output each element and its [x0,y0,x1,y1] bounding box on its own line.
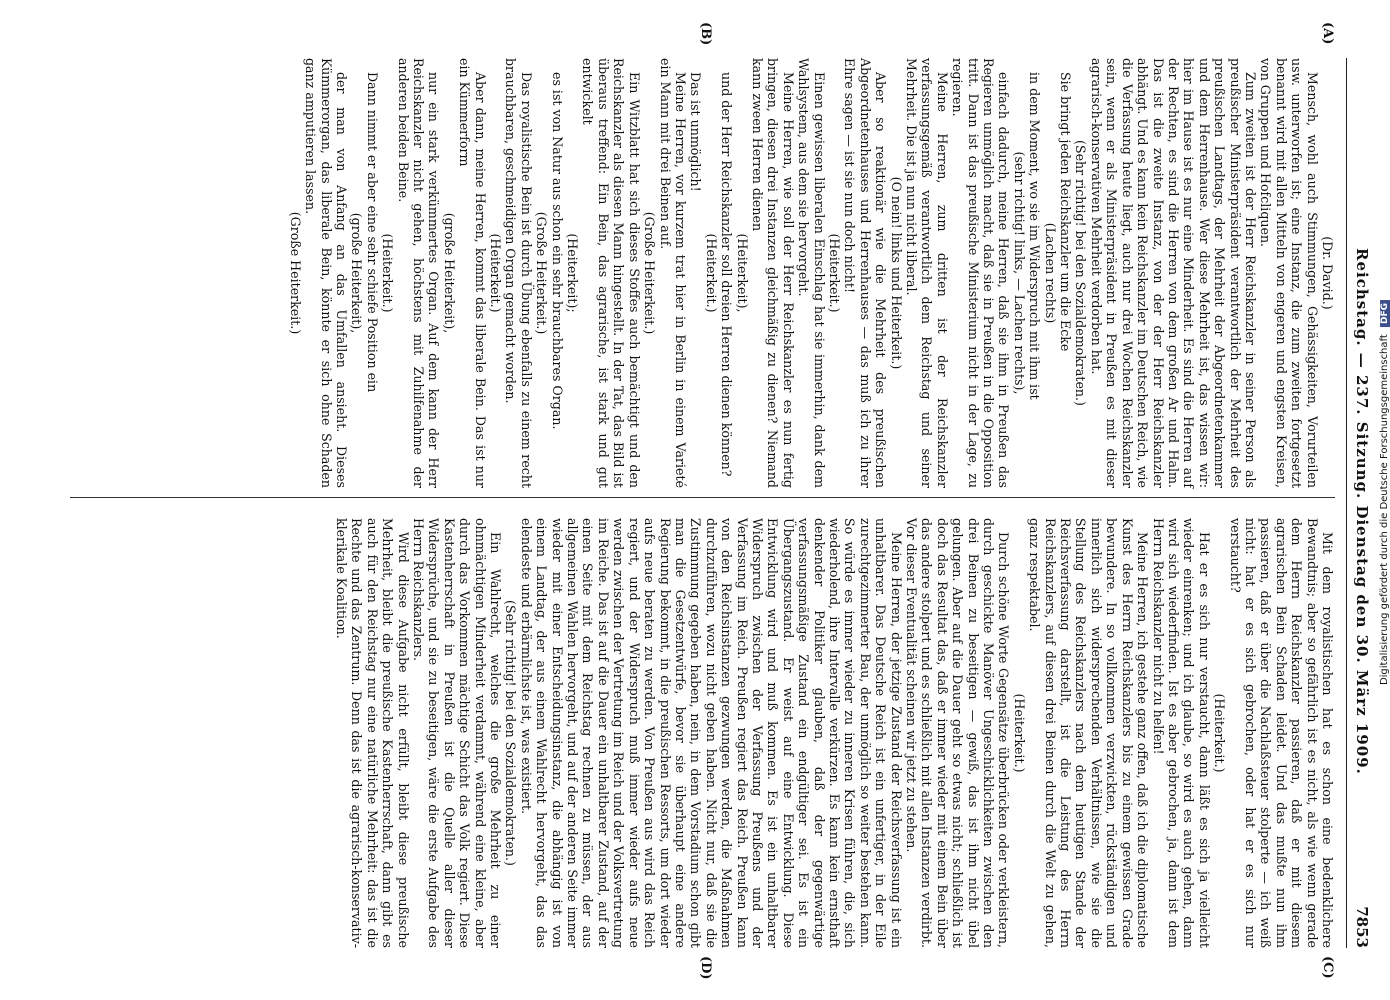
paragraph: Mensch, wohl auch Stimmungen, Gehässigkeiten, Vorurteilen usw. unterworfen ist; eine Instanz, die zum zweiten fortgesetzt benannt wird mit allen Mitteln von engeren und engsten Kreisen, von Gruppen und Hofcliquen. [1258,58,1320,488]
paragraph: nur ein stark verkümmertes Organ. Auf dem kann der Herr Reichskanzler nicht gehen, höchstens mit Zuhilfenahme der anderen beiden Beine. [395,58,442,488]
paragraph: Mit dem royalistischen hat es schon eine bedenklichere Bewandtnis; aber so gefährlich ist es nicht, als wie wenn gerade dem Herrn Reichskanzler passieren, daß er mit diesem agrarischen Bein Schaden leidet. Und das mußte nun ihm passieren, daß er über die Nachlaßsteuer stolperte — ich weiß nicht: hat er es sich gebrochen, oder hat er es sich nur verstaucht? [1227,518,1335,948]
interjection: (Große Heiterkeit.) [642,211,658,335]
margin-marker-b: (B) [698,22,713,46]
paragraph: Ein Witzblatt hat sich dieses Stoffes auch bemächtigt und den Reichskanzler als diesen Mann hingestellt. In der Tat, das Bild ist überaus treffend: Ein Bein, das agrarische, ist stark und gut entwickelt [580,58,642,488]
paragraph: Meine Herren, vor kurzem trat hier in Berlin in einem Varieté ein Mann mit drei Beinen auf. [657,58,688,488]
paragraph: Einen gewissen liberalen Einschlag hat sie immerhin, dank dem Wahlsystem, aus dem sie hervorgeht. [796,58,827,488]
paragraph: Sie bringt jeden Reichskanzler um die Ecke [1058,72,1074,352]
interjection: (Heiterkeit.) [703,233,719,313]
dfg-logo: DFG [1380,300,1390,327]
paragraph: Das royalistische Bein ist durch Übung ebenfalls zu einem recht brauchbaren, geschmeidigen Organ gemacht worden. [503,58,534,488]
paragraph: Hat er es sich nur verstaucht, dann läßt es sich ja vielleicht wieder einrenken; und ich glaube, so wird es auch gehen, dann wird sich wiederfinden. Ist es aber gebrochen, ja, dann ist dem Herrn Reichskanzler nicht zu helfen! [1150,518,1212,948]
paragraph: Wird diese Aufgabe nicht erfüllt, bleibt diese preußische Mehrheit, bleibt die preußische Kastenherrschaft, dann gibt es auch für den Reichstag nur eine natürliche Mehrheit: das ist die Rechte und das Zentrum. Denn das ist die agrarisch-konservativ-klerikale Koalition. [334,518,411,948]
paragraph: Aber dann, meine Herren, kommt das liberale Bein. Das ist nur ein Kümmerform [457,58,488,488]
right-text-column [70,518,1335,948]
interjection: (O nein! links und Heiterkeit.) [888,176,904,370]
paragraph: Meine Herren, zum dritten ist der Reichskanzler verfassungsgemäß verantwortlich dem Reichstag und seiner Mehrheit. Die ist ja nun nicht liberal. [904,58,950,488]
interjection: (Heiterkeit.) [488,233,504,313]
interjection: (Große Heiterkeit.) [287,211,303,335]
paragraph: Ein Wahlrecht, welches die große Mehrheit zu einer ohnmächtigen Minderheit verdammt, während eine kleine, aber durch das Vorkommen mächtige Schicht das Volk regiert. Diese Kastenherrschaft in Preußen ist die Quelle aller dieser Widersprüche, und sie zu beseitigen, wäre die erste Aufgabe des Herrn Reichskanzlers. [411,518,504,948]
paragraph: einfach dadurch, meine Herren, daß sie ihm in Preußen das Regieren unmöglich macht, daß sie in Preußen in die Opposition tritt. Dann ist das preußische Ministerium nicht in der Lage, zu regieren. [950,58,1012,488]
page-header [1345,58,1371,948]
page-number: 7853 [1353,906,1371,948]
paragraph: Durch schöne Worte Gegensätze überbrücken oder verkleistern, durch geschickte Manöver Ungeschicklichkeiten zwischen den drei Beinen zu beseitigen — gewiß, das ist ihm nicht übel gelungen. Aber auf die Dauer geht so etwas nicht; schließlich ist doch das Resultat das, daß er immer wieder mit einem Bein über das andere stolpert und es schließlich mit allen Instanzen verdirbt. Vor dieser Eventualität scheinen wir jetzt zu stehen. [904,518,1012,948]
paragraph: es ist von Natur aus schon ein sehr brauchbares Organ. [549,72,565,430]
interjection: (Sehr richtig! bei den Sozialdemokraten.) [1073,140,1089,406]
margin-marker-d: (D) [698,956,713,980]
interjection: (sehr richtig! links, — Lachen rechts), [1011,151,1027,395]
paragraph: Meine Herren, wie soll der Herr Reichskanzler es nun fertig bringen, diesen drei Instanzen gleichmäßig zu dienen? Niemand kann zween Herren dienen [749,58,796,488]
interjection: (Heiterkeit), [734,233,750,313]
interjection: (große Heiterkeit), [441,212,457,334]
paragraph: in dem Moment, wo sie im Widerspruch mit ihm ist [1027,72,1043,400]
paragraph: Dann nimmt er aber eine sehr schiefe Position ein [364,72,380,393]
column-divider [70,497,1335,498]
interjection: (Lachen rechts) [1042,222,1058,324]
interjection: (Heiterkeit); [565,233,581,313]
interjection: (Heiterkeit.) [1212,693,1228,773]
paragraph: Meine Herren, ich gestehe ganz offen, daß ich die diplomatische Kunst des Herrn Reichskanzlers bis zu einem gewissen Grade bewundere. In so vollkommen verzwickten, rückständigen und innerlich sich widersprechenden Verhältnissen, wie sie die Stellung des Reichskanzlers nach dem heutigen Stande der Reichsverfassung darstellt, ist die Leistung des Herrn Reichskanzlers, auf diesen drei Beinen durch die Welt zu gehen, ganz respektabel. [1027,518,1151,948]
margin-marker-c: (C) [1320,956,1335,979]
paragraph: Das ist unmöglich! [688,72,704,192]
interjection: (Sehr richtig! bei den Sozialdemokraten.) [503,600,519,866]
running-title: Reichstag. — 237. Sitzung. Dienstag den 30. März 1909. [1353,248,1371,775]
paragraph: Zum zweiten ist der Herr Reichskanzler in seiner Person als preußischer Ministerpräsident verantwortlich der Mehrheit des preußischen Landtags, der Mehrheit der Abgeordnetenkammer und dem Herrenhause. Wer diese Mehrheit ist, das wissen wir: hier im Hause ist es nur eine Minderheit. Es sind die Herren auf der Rechten, es sind die Herren von dem großen Ar und Halm. Das ist die zweite Instanz, von der der Herr Reichskanzler abhängt. Und es kann kein Reichskanzler im Deutschen Reich, wie die Verfassung heute liegt, auch nur drei Wochen Reichskanzler sein, wenn er als Ministerpräsident in Preußen es mit dieser agrarisch-konservativen Mehrheit verdorben hat. [1088,58,1258,488]
interjection: (Dr. David.) [1320,236,1335,310]
interjection: (Heiterkeit.) [380,233,396,313]
margin-marker-a: (A) [1320,22,1335,45]
digitization-note: Digitalisierung gefördert durch die Deutsche Forschungsgemeinschaft [1379,334,1390,686]
interjection: (Heiterkeit.) [1011,693,1027,773]
paragraph: der man von Anfang an das Umfallen ansieht. Dieses Kümmerorgan, das liberale Bein, könnte er sich ohne Schaden ganz amputieren lassen. [303,58,349,488]
left-text-column [70,58,1335,488]
interjection: (Große Heiterkeit.) [534,211,550,335]
paragraph: Meine Herren, der jetzige Zustand der Reichsverfassung ist ein unhaltbarer. Das Deutsche Reich ist ein unfertiger, in der Eile zurechtgezimmerter Bau, der unmöglich so weiter bestehen kann. So würde es immer wieder zu inneren Krisen führen, die, sich wiederholend, ihre Intervalle verkürzen. Es kann kein ernsthaft denkender Politiker glauben, daß der gegenwärtige verfassungsmäßige Zustand ein endgültiger sei. Es ist ein Übergangszustand. Er weist auf eine Entwicklung. Diese Entwicklung wird und muß kommen. Es ist ein unhaltbarer Widerspruch zwischen der Verfassung Preußens und der Verfassung im Reich. Preußen regiert das Reich. Preußen kann von den Reichsinstanzen gezwungen werden, die Maßnahmen durchzuführen, wozu nicht geben haben. Nicht nur, daß sie die Zustimmung gegeben haben, nein, in dem Vorstadium schon gibt man die Gesetzentwürfe, bevor sie überhaupt eine andere Regierung bekommt, in die preußischen Ressorts, um dort wieder aufs neue beraten zu werden. Von Preußen aus wird das Reich regiert, und der Widerspruch muß immer wieder aufs neue werden zwischen der Vertretung im Reich und der Volksvertretung im Reiche. Das ist auf die Dauer ein unhaltbarer Zustand, auf der einen Seite mit dem Reichstag rechnen zu müssen, der aus allgemeinen Wahlen hervorgeht, und auf der anderen Seite immer wieder mit einer Entscheidungsinstanz, die abhängig ist von einem Landtag, der aus einem Wahlrecht hervorgeht, das das elendeste und erbärmlichste ist, was existiert. [518,518,904,948]
digitization-footer [1379,300,1390,685]
interjection: (Heiterkeit.) [827,233,842,313]
header-rule [1346,58,1347,948]
interjection: (große Heiterkeit), [349,212,365,334]
paragraph: Aber so reaktionär wie die Mehrheit des preußischen Abgeordnetenhauses und Herrenhauses — das muß ich zu ihrer Ehre sagen — ist sie nun doch nicht! [842,58,889,488]
paragraph: und der Herr Reichskanzler soll dreien Herren dienen können? [719,72,735,477]
